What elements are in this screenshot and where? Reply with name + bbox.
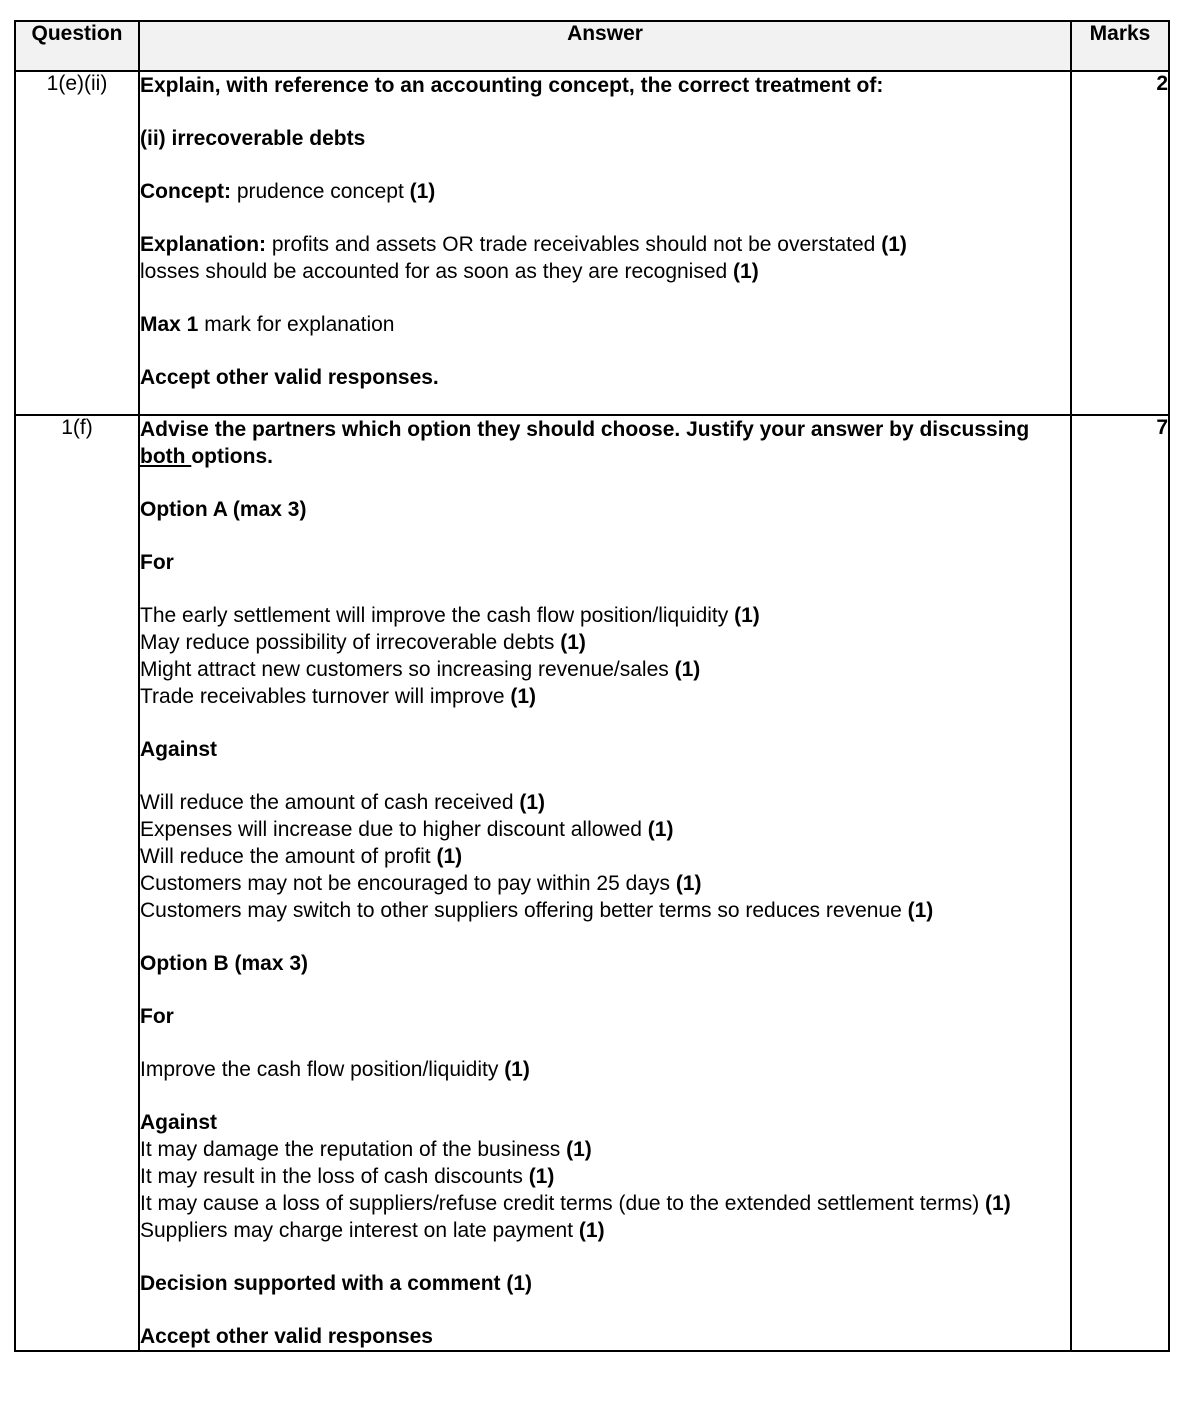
max-text: mark for explanation: [198, 313, 395, 336]
accept-note: Accept other valid responses.: [140, 366, 439, 389]
decision-note: Decision supported with a comment (1): [140, 1272, 533, 1295]
option-a-for-list: [140, 602, 1070, 710]
item-text: Will reduce the amount of cash received: [140, 791, 520, 814]
list-item: [140, 1163, 1070, 1190]
mark-value: (1): [504, 1058, 530, 1081]
concept-line: [140, 178, 1070, 205]
list-item: [140, 816, 1070, 843]
mark-value: (1): [881, 233, 907, 256]
question-number: 1(f): [15, 415, 139, 1351]
answer-cell: [139, 71, 1071, 415]
explanation-label: Explanation:: [140, 233, 267, 256]
list-item: [140, 789, 1070, 816]
option-b-for-heading: For: [140, 1005, 174, 1028]
mark-value: (1): [733, 260, 759, 283]
mark-value: (1): [985, 1192, 1011, 1215]
explanation-text: profits and assets OR trade receivables should not be overstated: [266, 233, 882, 256]
prompt-text: Advise the partners which option they should choose. Justify your answer by discussing: [140, 418, 1030, 441]
marks-value: 2: [1071, 71, 1169, 415]
explanation-block: [140, 231, 1070, 285]
mark-value: (1): [647, 818, 674, 841]
option-a-for-heading: For: [140, 551, 174, 574]
list-item: [140, 683, 1070, 710]
header-row: [15, 21, 1169, 71]
item-text: It may cause a loss of suppliers/refuse credit terms (due to the extended settlement terms): [140, 1192, 986, 1215]
list-item: [140, 1217, 1070, 1244]
option-a-against-list: [140, 789, 1070, 924]
marks-value: 7: [1071, 415, 1169, 1351]
accept-note: Accept other valid responses: [140, 1325, 433, 1348]
option-b-for-list: [140, 1056, 1070, 1083]
header-answer: Answer: [139, 21, 1071, 71]
item-text: May reduce possibility of irrecoverable debts: [140, 631, 561, 654]
list-item: [140, 656, 1070, 683]
item-text: Improve the cash flow position/liquidity: [140, 1058, 505, 1081]
item-text: Customers may not be encouraged to pay within 25 days: [140, 872, 676, 895]
mark-value: (1): [566, 1138, 592, 1161]
mark-scheme-table: [14, 20, 1170, 1352]
max-note: [140, 311, 1070, 338]
list-item: [140, 843, 1070, 870]
mark-value: (1): [907, 899, 934, 922]
list-item: [140, 1056, 1070, 1083]
option-b-heading: Option B (max 3): [140, 952, 309, 975]
mark-value: (1): [675, 872, 702, 895]
list-item: [140, 897, 1070, 924]
max-label: Max 1: [140, 313, 199, 336]
option-a-against-heading: Against: [140, 738, 218, 761]
mark-value: (1): [510, 685, 537, 708]
mark-value: (1): [578, 1219, 605, 1242]
list-item: [140, 1136, 1070, 1163]
concept-label: Concept:: [140, 180, 231, 203]
item-text: It may damage the reputation of the business: [140, 1138, 567, 1161]
list-item: [140, 602, 1070, 629]
mark-value: (1): [674, 658, 701, 681]
mark-value: (1): [409, 180, 436, 203]
question-number: 1(e)(ii): [15, 71, 139, 415]
concept-text: prudence concept: [231, 180, 410, 203]
subpart-heading: (ii) irrecoverable debts: [140, 127, 366, 150]
table-row: [15, 71, 1169, 415]
mark-value: (1): [560, 631, 586, 654]
prompt-text: options.: [191, 445, 273, 468]
item-text: The early settlement will improve the cash flow position/liquidity: [140, 604, 735, 627]
answer-cell: [139, 415, 1071, 1351]
header-marks: Marks: [1071, 21, 1169, 71]
mark-value: (1): [519, 791, 546, 814]
explanation-text: losses should be accounted for as soon as they are recognised: [140, 260, 734, 283]
prompt-underlined: both: [140, 445, 192, 468]
item-text: It may result in the loss of cash discounts: [140, 1165, 529, 1188]
item-text: Trade receivables turnover will improve: [140, 685, 511, 708]
header-question: Question: [15, 21, 139, 71]
mark-value: (1): [436, 845, 463, 868]
list-item: [140, 870, 1070, 897]
option-a-heading: Option A (max 3): [140, 498, 307, 521]
question-prompt: Explain, with reference to an accounting concept, the correct treatment of:: [140, 74, 884, 97]
mark-value: (1): [528, 1165, 555, 1188]
table-row: [15, 415, 1169, 1351]
option-b-against-list: [140, 1109, 1070, 1244]
option-b-against-heading: Against: [140, 1111, 218, 1134]
item-text: Suppliers may charge interest on late payment: [140, 1219, 579, 1242]
list-item: [140, 1190, 1070, 1217]
item-text: Will reduce the amount of profit: [140, 845, 437, 868]
question-prompt: [140, 416, 1070, 470]
mark-value: (1): [734, 604, 760, 627]
item-text: Customers may switch to other suppliers offering better terms so reduces revenue: [140, 899, 908, 922]
item-text: Might attract new customers so increasing revenue/sales: [140, 658, 675, 681]
list-item: [140, 629, 1070, 656]
item-text: Expenses will increase due to higher discount allowed: [140, 818, 648, 841]
